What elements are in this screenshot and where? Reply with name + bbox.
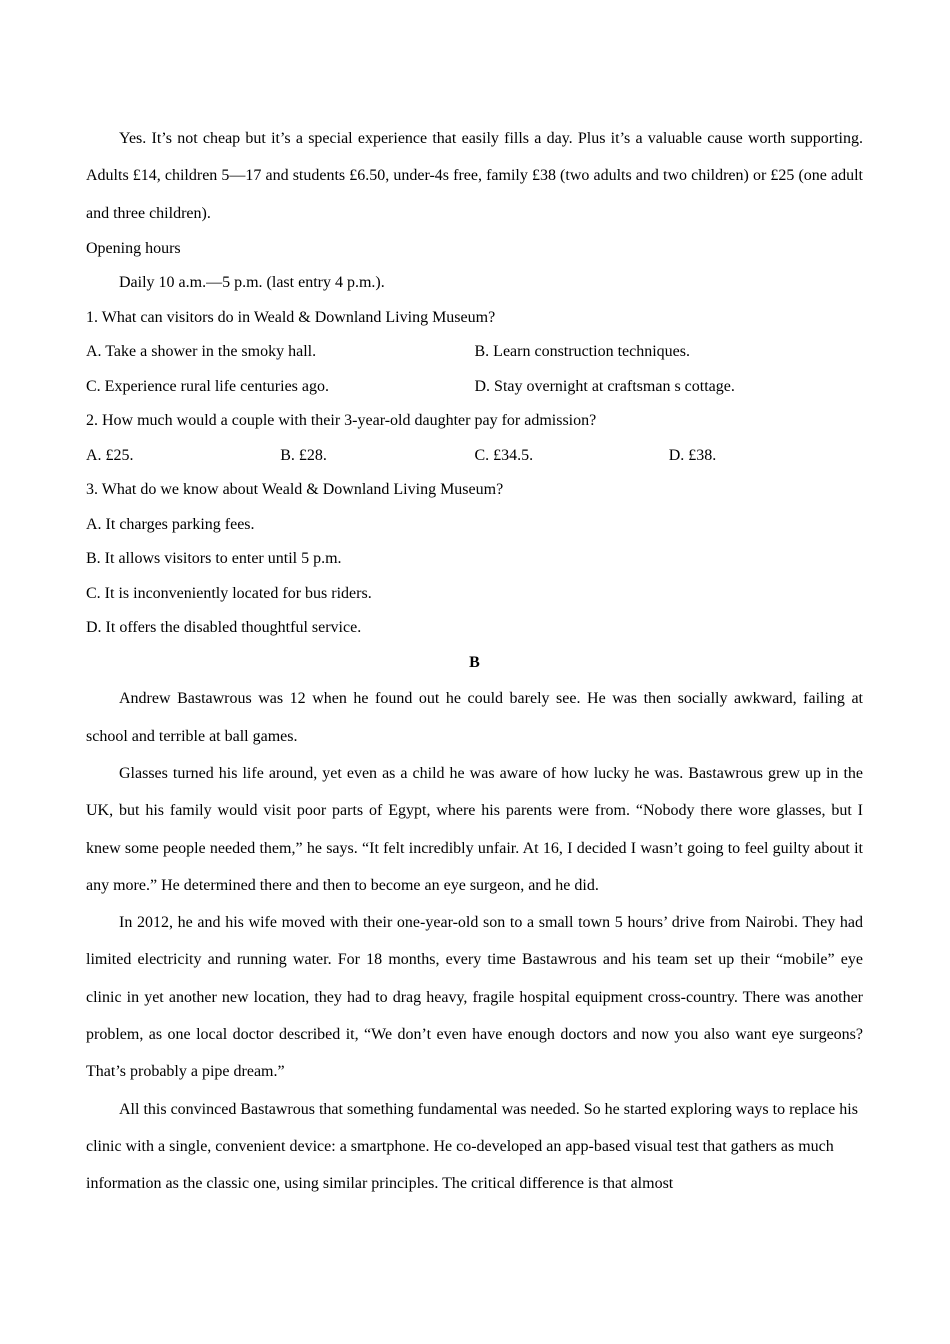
passage-b-paragraph-4: All this convinced Bastawrous that something fundamental was needed. So he started exploring ways to replace his clinic with a single, convenient device: a smartphone. He co-developed an app-based visual test that gathers as much information as the classic one, using similar principles. The critical difference is that almost [86, 1100, 858, 1193]
question-1-option-d: D. Stay overnight at craftsman s cottage. [474, 377, 735, 395]
opening-hours-heading: Opening hours [86, 239, 181, 257]
question-2-option-a: A. £25. [86, 446, 134, 464]
question-2-options-row [86, 439, 863, 474]
question-1-option-a: A. Take a shower in the smoky hall. [86, 343, 317, 361]
question-1-options-row-1 [86, 335, 863, 370]
passage-b-paragraph-1: Andrew Bastawrous was 12 when he found out he could barely see. He was then socially awkward, failing at school and terrible at ball games. [86, 690, 863, 745]
question-2-option-b: B. £28. [280, 446, 327, 464]
question-3-option-d: D. It offers the disabled thoughtful service. [86, 619, 362, 637]
passage-b-paragraph-3: In 2012, he and his wife moved with their one-year-old son to a small town 5 hours’ drive from Nairobi. They had limited electricity and running water. For 18 months, every time Bastawrous and his team set up their “mobile” eye clinic in yet another new location, they had to drag heavy, fragile hospital equipment cross-country. There was another problem, as one local doctor described it, “We don’t even have enough doctors and now you also want eye surgeons? That’s probably a pipe dream.” [86, 914, 863, 1081]
question-3-option-b: B. It allows visitors to enter until 5 p.m. [86, 550, 342, 568]
admission-paragraph: Yes. It’s not cheap but it’s a special experience that easily fills a day. Plus it’s a valuable cause worth supporting. Adults £14, children 5—17 and students £6.50, under-4s free, family £38 (two adults and two children) or £25 (one adult and three children). [86, 130, 863, 222]
question-1-stem: 1. What can visitors do in Weald & Downland Living Museum? [86, 308, 496, 326]
question-3-stem: 3. What do we know about Weald & Downland Living Museum? [86, 481, 504, 499]
question-2-option-c: C. £34.5. [474, 446, 534, 464]
question-1-option-c: C. Experience rural life centuries ago. [86, 377, 329, 395]
question-1-option-b: B. Learn construction techniques. [474, 343, 690, 361]
question-3-option-c: C. It is inconveniently located for bus riders. [86, 584, 372, 602]
question-2-option-d: D. £38. [668, 446, 717, 464]
question-2-stem: 2. How much would a couple with their 3-year-old daughter pay for admission? [86, 412, 597, 430]
question-3-option-a: A. It charges parking fees. [86, 515, 255, 533]
question-1-options-row-2 [86, 370, 863, 405]
document-page [86, 120, 863, 1203]
passage-b-paragraph-2: Glasses turned his life around, yet even as a child he was aware of how lucky he was. Bastawrous grew up in the UK, but his family would visit poor parts of Egypt, where his parents were from. “Nobody there wore glasses, but I knew some people needed them,” he says. “It felt incredibly unfair. At 16, I decided I wasn’t going to feel guilty about it any more.” He determined there and then to become an eye surgeon, and he did. [86, 764, 863, 894]
section-b-title: B [469, 653, 480, 671]
opening-hours-text: Daily 10 a.m.—5 p.m. (last entry 4 p.m.). [119, 274, 385, 292]
